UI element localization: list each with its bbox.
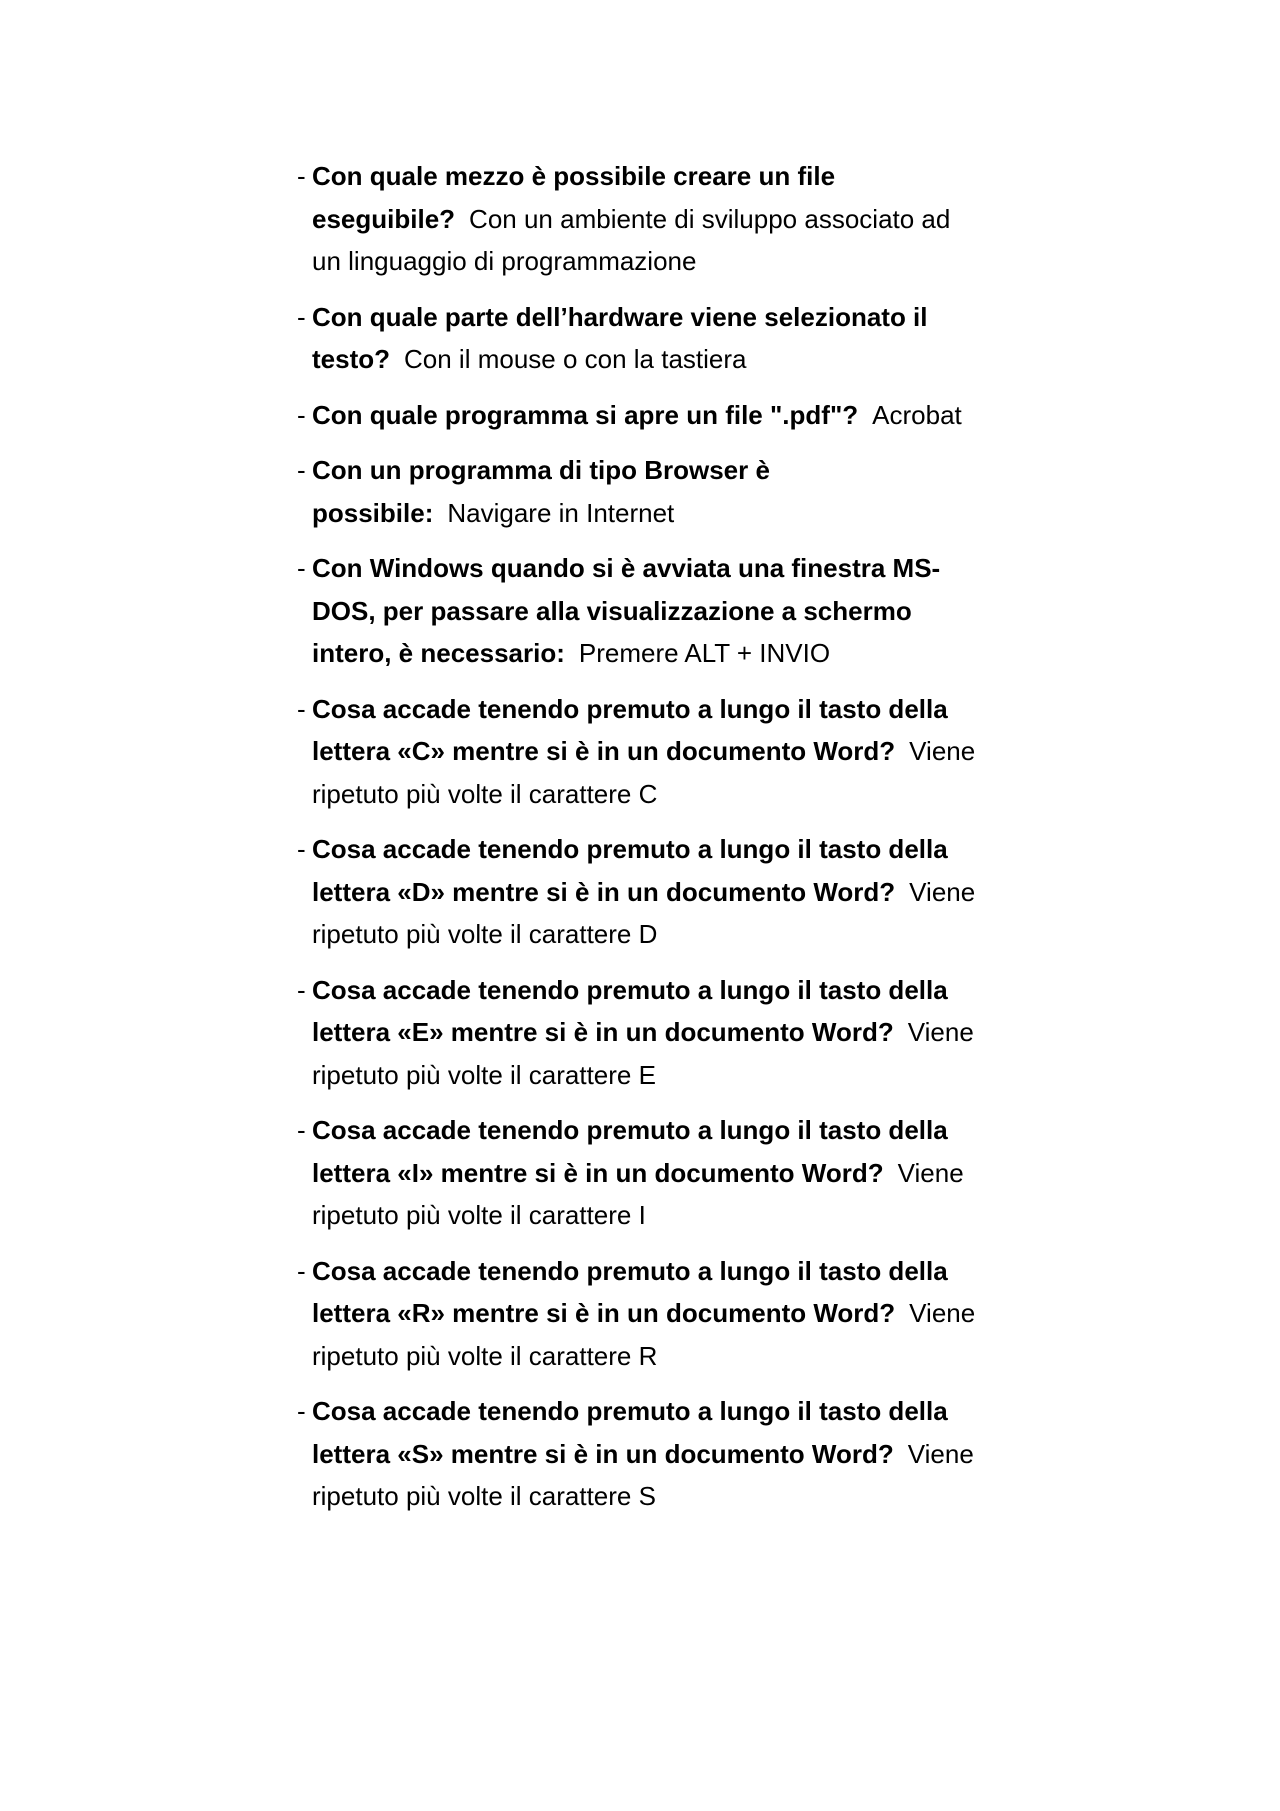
answer-text: Premere ALT + INVIO (578, 638, 831, 668)
list-bullet: - (297, 693, 306, 724)
list-bullet: - (297, 455, 306, 485)
qa-item (297, 449, 977, 534)
question-text: Con quale parte dell’hardware viene selezionato il testo? (312, 301, 928, 374)
qa-item (297, 1390, 977, 1518)
qa-item (297, 688, 977, 816)
list-bullet: - (297, 553, 306, 583)
answer-text: Acrobat (872, 399, 962, 430)
list-bullet: - (297, 161, 306, 191)
list-bullet: - (297, 834, 306, 864)
question-text: Con un programma di tipo Browser è possibile: (312, 455, 770, 528)
list-bullet: - (297, 1255, 306, 1286)
list-bullet: - (297, 399, 306, 430)
answer-text: Viene ripetuto più volte il carattere D (312, 876, 976, 949)
question-text: Con quale programma si apre un file ".pdf"? (312, 399, 859, 430)
qa-item (297, 828, 977, 956)
question-text: Cosa accade tenendo premuto a lungo il tasto della lettera «C» mentre si è in un documento Word? (312, 693, 948, 766)
question-text: Cosa accade tenendo premuto a lungo il tasto della lettera «R» mentre si è in un documento Word? (312, 1255, 948, 1328)
answer-text: Viene ripetuto più volte il carattere C (312, 736, 976, 809)
qa-item (297, 1250, 977, 1378)
question-text: Cosa accade tenendo premuto a lungo il tasto della lettera «I» mentre si è in un documento Word? (312, 1115, 948, 1188)
qa-item (297, 155, 977, 283)
qa-item (297, 394, 977, 437)
list-bullet: - (297, 301, 306, 332)
qa-item (297, 547, 977, 675)
list-bullet: - (297, 1115, 306, 1145)
answer-text: Con un ambiente di sviluppo associato ad un linguaggio di programmazione (312, 203, 951, 276)
answer-text: Viene ripetuto più volte il carattere R (312, 1298, 976, 1371)
qa-item (297, 969, 977, 1097)
answer-text: Viene ripetuto più volte il carattere E (312, 1017, 974, 1090)
list-bullet: - (297, 974, 306, 1005)
answer-text: Con il mouse o con la tastiera (404, 344, 747, 374)
question-text: Con quale mezzo è possibile creare un file eseguibile? (312, 161, 836, 234)
qa-item (297, 296, 977, 381)
question-text: Cosa accade tenendo premuto a lungo il tasto della lettera «S» mentre si è in un documento Word? (312, 1396, 948, 1469)
question-text: Cosa accade tenendo premuto a lungo il tasto della lettera «E» mentre si è in un documento Word? (312, 974, 948, 1047)
question-text: Cosa accade tenendo premuto a lungo il tasto della lettera «D» mentre si è in un documento Word? (312, 834, 948, 907)
qa-item (297, 1109, 977, 1237)
question-text: Con Windows quando si è avviata una finestra MS-DOS, per passare alla visualizzazione a schermo intero, è necessario: (312, 553, 941, 668)
answer-text: Navigare in Internet (447, 497, 675, 528)
question-answer-list (297, 155, 977, 1531)
list-bullet: - (297, 1396, 306, 1426)
answer-text: Viene ripetuto più volte il carattere I (312, 1157, 964, 1230)
answer-text: Viene ripetuto più volte il carattere S (312, 1438, 974, 1511)
